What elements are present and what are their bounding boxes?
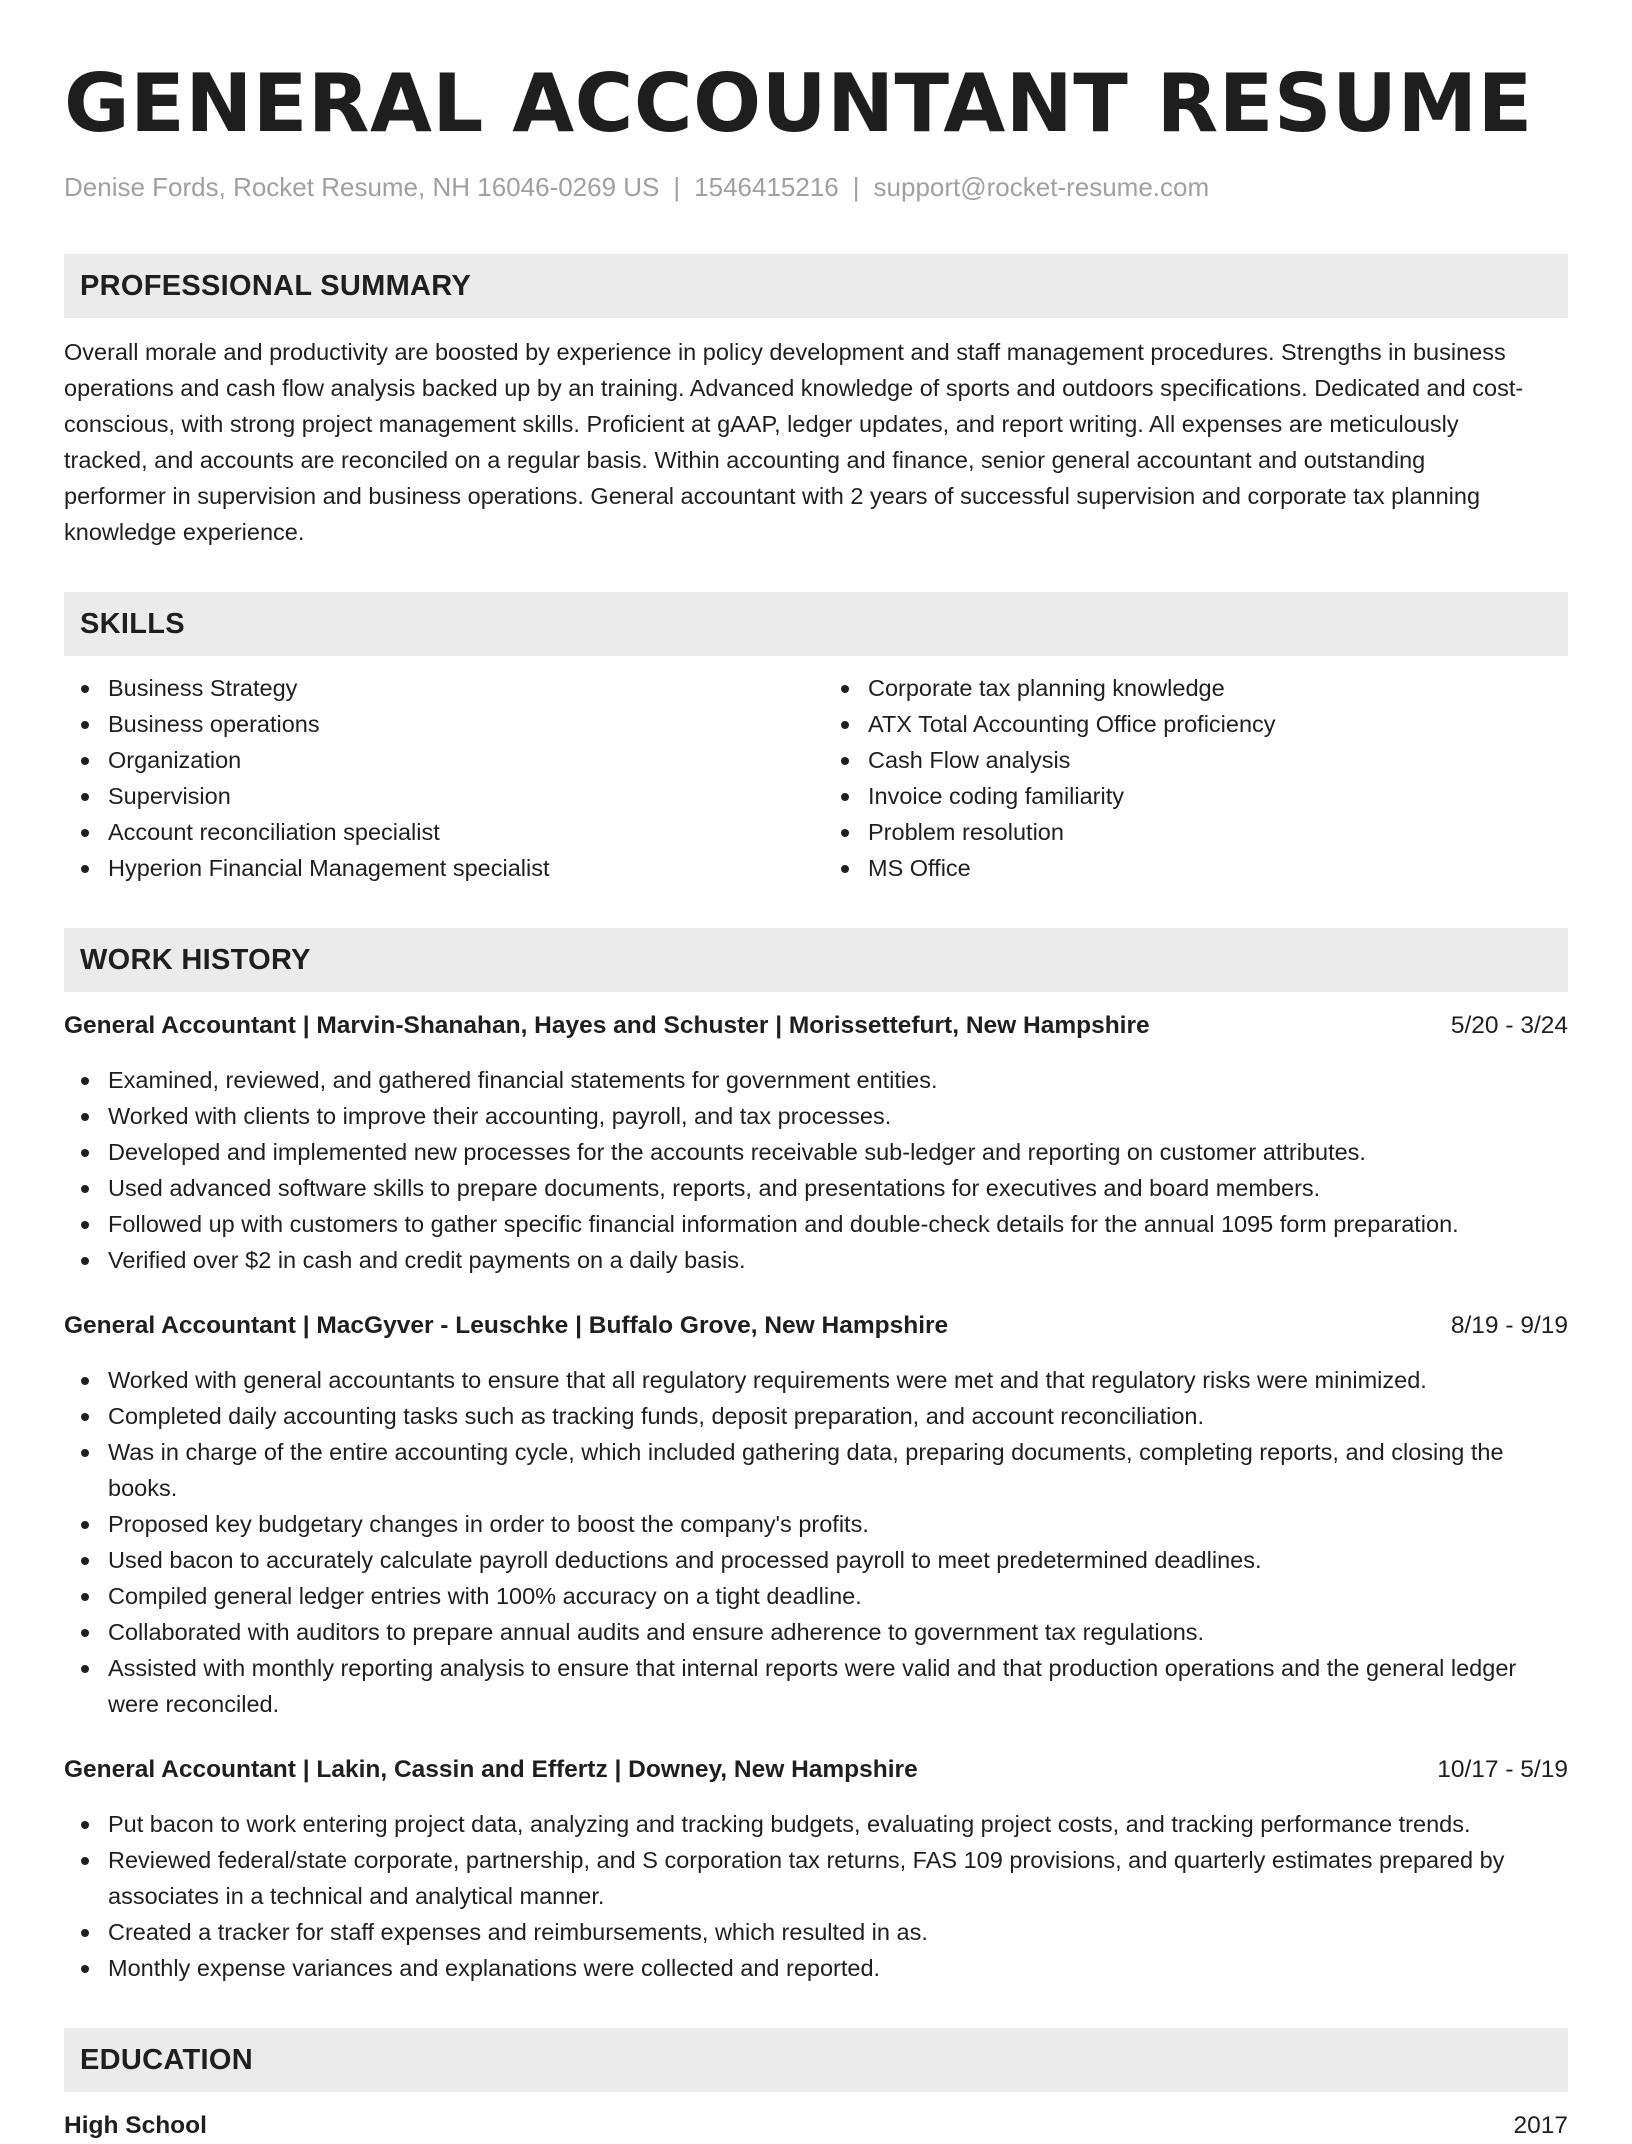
- job-bullet: Put bacon to work entering project data, analyzing and tracking budgets, evaluating project costs, and tracking performance trends.: [64, 1806, 1568, 1842]
- job-bullet: Examined, reviewed, and gathered financial statements for government entities.: [64, 1062, 1568, 1098]
- job-bullet: Created a tracker for staff expenses and reimbursements, which resulted in as.: [64, 1914, 1568, 1950]
- skill-item: Business operations: [64, 706, 816, 742]
- skill-item: Cash Flow analysis: [824, 742, 1568, 778]
- job-bullet: Followed up with customers to gather specific financial information and double-check details for the annual 1095 form preparation.: [64, 1206, 1568, 1242]
- education-entry: [64, 2108, 1568, 2144]
- summary-text: Overall morale and productivity are boosted by experience in policy development and staff management procedures. Strengths in business operations and cash flow analysis backed up by an training. Advanced knowledge of sports and outdoors specifications. Dedicated and cost-conscious, with strong project management skills. Proficient at gAAP, ledger updates, and report writing. All expenses are meticulously tracked, and accounts are reconciled on a regular basis. Within accounting and finance, senior general accountant and outstanding performer in supervision and business operations. General accountant with 2 years of successful supervision and corporate tax planning knowledge experience.: [64, 339, 1524, 545]
- job-bullet: Monthly expense variances and explanations were collected and reported.: [64, 1950, 1568, 1986]
- job-title: General Accountant | Marvin-Shanahan, Hayes and Schuster | Morissettefurt, New Hampshire: [64, 1012, 1150, 1039]
- job-bullets: [64, 1062, 1568, 1278]
- skill-item: Hyperion Financial Management specialist: [64, 850, 816, 886]
- job-dates: 5/20 - 3/24: [1450, 1012, 1568, 1039]
- skill-item: Organization: [64, 742, 816, 778]
- skill-item: Corporate tax planning knowledge: [824, 670, 1568, 706]
- job-header: [64, 1752, 1568, 1788]
- job-bullet: Assisted with monthly reporting analysis to ensure that internal reports were valid and that production operations and the general ledger were reconciled.: [64, 1650, 1568, 1722]
- job-header: [64, 1008, 1568, 1044]
- skill-item: MS Office: [824, 850, 1568, 886]
- job-bullet: Proposed key budgetary changes in order to boost the company's profits.: [64, 1506, 1568, 1542]
- section-heading-skills: SKILLS: [64, 592, 1568, 656]
- contact-separator: |: [852, 172, 860, 202]
- job-bullet: Used advanced software skills to prepare documents, reports, and presentations for executives and board members.: [64, 1170, 1568, 1206]
- resume-title: GENERAL ACCOUNTANT RESUME: [64, 57, 1533, 150]
- skill-item: Problem resolution: [824, 814, 1568, 850]
- job-bullet: Compiled general ledger entries with 100% accuracy on a tight deadline.: [64, 1578, 1568, 1614]
- job-bullet: Was in charge of the entire accounting cycle, which included gathering data, preparing documents, completing reports, and closing the books.: [64, 1434, 1568, 1506]
- job-bullet: Collaborated with auditors to prepare annual audits and ensure adherence to government tax regulations.: [64, 1614, 1568, 1650]
- job-entry: [64, 1308, 1568, 1722]
- education-school: High School: [64, 2112, 207, 2139]
- skill-item: Business Strategy: [64, 670, 816, 706]
- job-header: [64, 1308, 1568, 1344]
- job-bullet: Used bacon to accurately calculate payroll deductions and processed payroll to meet predetermined deadlines.: [64, 1542, 1568, 1578]
- job-bullet: Completed daily accounting tasks such as tracking funds, deposit preparation, and account reconciliation.: [64, 1398, 1568, 1434]
- contact-address: Denise Fords, Rocket Resume, NH 16046-0269 US: [64, 172, 660, 202]
- section-heading-summary: PROFESSIONAL SUMMARY: [64, 254, 1568, 318]
- contact-phone: 1546415216: [694, 172, 839, 202]
- job-bullet: Worked with general accountants to ensure that all regulatory requirements were met and that regulatory risks were minimized.: [64, 1362, 1568, 1398]
- job-dates: 10/17 - 5/19: [1437, 1756, 1568, 1783]
- skill-item: Account reconciliation specialist: [64, 814, 816, 850]
- job-title: General Accountant | Lakin, Cassin and Effertz | Downey, New Hampshire: [64, 1756, 918, 1783]
- job-entry: [64, 1752, 1568, 1986]
- job-bullet: Developed and implemented new processes for the accounts receivable sub-ledger and reporting on customer attributes.: [64, 1134, 1568, 1170]
- education-year: 2017: [1513, 2112, 1568, 2139]
- job-dates: 8/19 - 9/19: [1450, 1312, 1568, 1339]
- skill-item: Supervision: [64, 778, 816, 814]
- skills-list: [64, 670, 1568, 886]
- skill-item: Invoice coding familiarity: [824, 778, 1568, 814]
- job-bullets: [64, 1806, 1568, 1986]
- job-bullet: Verified over $2 in cash and credit payments on a daily basis.: [64, 1242, 1568, 1278]
- job-title: General Accountant | MacGyver - Leuschke | Buffalo Grove, New Hampshire: [64, 1312, 949, 1339]
- section-heading-education: EDUCATION: [64, 2028, 1568, 2092]
- job-entry: [64, 1008, 1568, 1278]
- job-bullets: [64, 1362, 1568, 1722]
- skills-column-left: [64, 670, 816, 886]
- contact-line: [64, 170, 1568, 204]
- job-bullet: Worked with clients to improve their accounting, payroll, and tax processes.: [64, 1098, 1568, 1134]
- section-heading-work-history: WORK HISTORY: [64, 928, 1568, 992]
- contact-separator: |: [673, 172, 681, 202]
- skill-item: ATX Total Accounting Office proficiency: [824, 706, 1568, 742]
- contact-email: support@rocket-resume.com: [873, 172, 1210, 202]
- job-bullet: Reviewed federal/state corporate, partnership, and S corporation tax returns, FAS 109 provisions, and quarterly estimates prepared by associates in a technical and analytical manner.: [64, 1842, 1568, 1914]
- skills-column-right: [816, 670, 1568, 886]
